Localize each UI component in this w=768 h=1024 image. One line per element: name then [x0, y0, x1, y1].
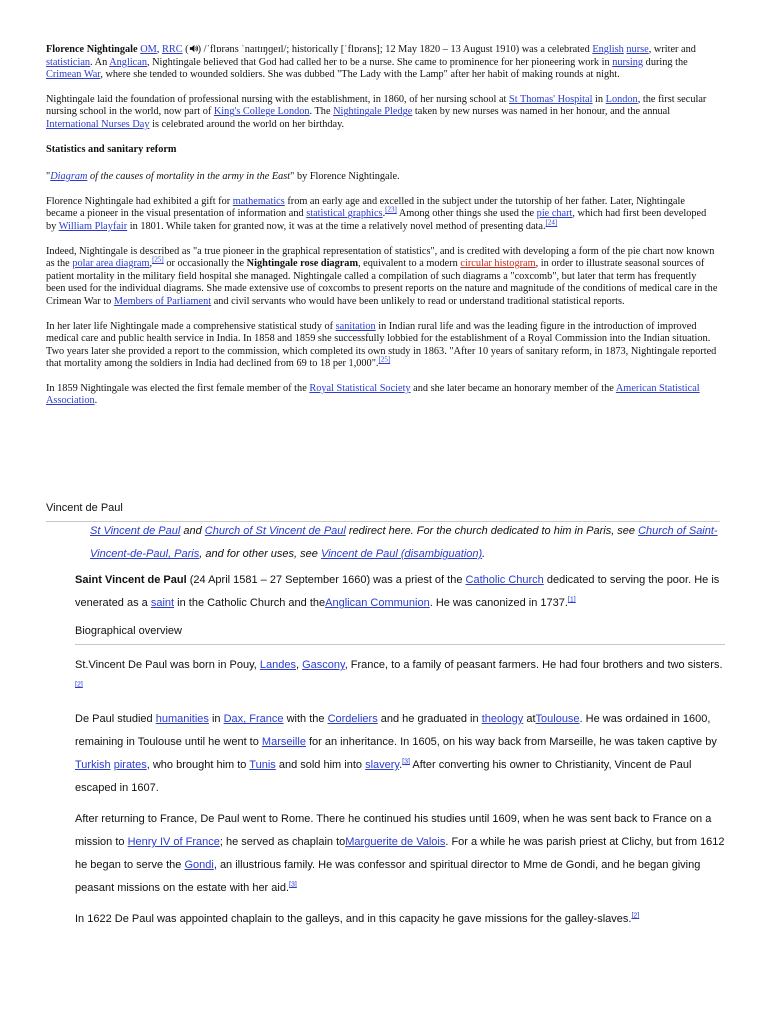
link-anglican[interactable]: Anglican	[109, 56, 147, 68]
section-heading-biographical-overview: Biographical overview	[75, 623, 725, 645]
link-cordeliers[interactable]: Cordeliers	[327, 713, 378, 725]
citation-ref[interactable]: [2]	[631, 912, 640, 920]
link-kings-college[interactable]: King's College London	[213, 106, 310, 118]
link-humanities[interactable]: humanities	[155, 713, 209, 725]
link-landes[interactable]: Landes	[259, 659, 296, 671]
section-heading-vincent-de-paul: Vincent de Paul	[46, 500, 720, 522]
link-church-paris[interactable]: Church of Saint-Vincent-de-Paul, Paris	[90, 525, 718, 560]
link-william-playfair[interactable]: William Playfair	[58, 220, 128, 232]
polar-diagram-paragraph: Indeed, Nightingale is described as "a true pioneer in the graphical representation of statistics", and is credited with developing a form of the pie chart now known as the polar area diagram,[25] or occasionally the Nightingale rose diagram, equivalent to a modern circular histogram, in order to illustrate seasonal sources of patient mortality in the military field hospital she managed. Nightingale called a compilation of such diagrams a "coxcomb", but later that term has frequently been used for the individual diagrams. She made extensive use of coxcombs to present reports on the nature and magnitude of the conditions of medical care in the Crimean War to Members of Parliament and civil servants who would have been unlikely to read or understand traditional statistical reports.	[46, 245, 718, 307]
link-turkish[interactable]: Turkish	[75, 759, 111, 771]
citation-ref[interactable]: [23]	[385, 205, 397, 214]
nightingale-intro-paragraph: Florence Nightingale OM, RRC ( ) /ˈflɒrəns ˈnaɪtɪŋɡeɪl/; historically [ˈflɒɾəns]; 12 May 1820 – 13 August 1910) was a celebrated English nurse, writer and statistician. An Anglican, Nightingale believed that God had called her to be a nurse. She came to prominence for her pioneering work in nursing during the Crimean War, where she tended to wounded soldiers. She was dubbed "The Lady with the Lamp" after her habit of making rounds at night.	[46, 44, 696, 81]
link-slavery[interactable]: slavery	[365, 759, 400, 771]
royal-society-paragraph: In 1859 Nightingale was elected the first female member of the Royal Statistical Society and she later became an honorary member of the American Statistical Association.	[46, 382, 700, 407]
subject-name: Florence Nightingale	[46, 44, 138, 55]
vincent-section	[75, 569, 725, 939]
link-catholic-church[interactable]: Catholic Church	[465, 574, 544, 586]
link-american-statistical-association[interactable]: American Statistical Association	[46, 382, 700, 407]
link-dax-france[interactable]: Dax, France	[223, 713, 284, 725]
link-sanitation[interactable]: sanitation	[335, 320, 376, 332]
citation-ref[interactable]: [2]	[75, 681, 83, 689]
link-statistician[interactable]: statistician	[46, 56, 91, 68]
link-members-of-parliament[interactable]: Members of Parliament	[113, 295, 212, 307]
link-nightingale-pledge[interactable]: Nightingale Pledge	[333, 106, 413, 118]
link-crimean-war[interactable]: Crimean War	[46, 69, 101, 81]
citation-ref[interactable]: [3]	[289, 881, 297, 889]
link-st-vincent-de-paul[interactable]: St Vincent de Paul	[90, 525, 181, 537]
mathematics-paragraph: Florence Nightingale had exhibited a gift for mathematics from an early age and excelled in the subject under the tutorship of her father. Later, Nightingale became a pioneer in the visual presentation of information and statistical graphics.[23] Among other things she used the pie chart, which had first been developed by William Playfair in 1801. While taken for granted now, it was at the time a relatively novel method of presenting data.[24]	[46, 195, 707, 232]
link-rrc[interactable]: RRC	[161, 44, 183, 55]
link-tunis[interactable]: Tunis	[249, 759, 276, 771]
rome-paragraph: After returning to France, De Paul went to Rome. There he continued his studies until 1609, when he was sent back to France on a mission to Henry IV of France; he served as chaplain toMarguerite de Valois. For a while he was parish priest at Clichy, but from 1612 he began to serve the Gondi, an illustrious family. He was confessor and spiritual director to Mme de Gondi, and he began giving peasant missions on the estate with her aid.[3]	[75, 813, 725, 894]
studies-paragraph: De Paul studied humanities in Dax, France with the Cordeliers and he graduated in theology atToulouse. He was ordained in 1600, remaining in Toulouse until he went to Marseille for an inheritance. In 1605, on his way back from Marseille, he was taken captive by Turkish pirates, who brought him to Tunis and sold him into slavery.[3] After converting his owner to Christianity, Vincent de Paul escaped in 1607.	[75, 713, 717, 794]
link-disambiguation[interactable]: Vincent de Paul (disambiguation)	[320, 548, 483, 560]
link-anglican-communion[interactable]: Anglican Communion	[325, 597, 430, 609]
link-circular-histogram[interactable]: circular histogram	[460, 258, 536, 270]
link-pirates[interactable]: pirates	[113, 759, 147, 771]
birth-paragraph: St.Vincent De Paul was born in Pouy, Landes, Gascony, France, to a family of peasant farmers. He had four brothers and two sisters.[2]	[75, 659, 723, 689]
citation-ref[interactable]: [1]	[567, 596, 576, 604]
link-toulouse[interactable]: Toulouse	[535, 713, 580, 725]
link-marguerite-de-valois[interactable]: Marguerite de Valois	[345, 836, 446, 848]
link-diagram[interactable]: Diagram	[50, 171, 88, 183]
link-saint[interactable]: saint	[150, 597, 175, 609]
link-gondi[interactable]: Gondi	[184, 859, 214, 871]
link-statistical-graphics[interactable]: statistical graphics	[306, 208, 383, 220]
link-nursing[interactable]: nursing	[612, 56, 644, 68]
citation-ref[interactable]: [25]	[152, 255, 164, 264]
nursing-school-paragraph: Nightingale laid the foundation of professional nursing with the establishment, in 1860, of her nursing school at St Thomas' Hospital in London, the first secular nursing school in the world, now part of King's College London. The Nightingale Pledge taken by new nurses was named in her honour, and the annual International Nurses Day is celebrated around the world on her birthday.	[46, 93, 707, 130]
link-marseille[interactable]: Marseille	[261, 736, 306, 748]
sanitation-paragraph: In her later life Nightingale made a comprehensive statistical study of sanitation in Indian rural life and was the leading figure in the introduction of improved medical care and public health service in India. In 1858 and 1859 she successfully lobbied for the establishment of a Royal Commission into the Indian situation. Two years later she provided a report to the commission, which completed its own study in 1863. "After 10 years of sanitary reform, in 1873, Nightingale reported that mortality among the soldiers in India had declined from 69 to 18 per 1,000".[25]	[46, 320, 717, 370]
link-st-thomas-hospital[interactable]: St Thomas' Hospital	[509, 93, 593, 105]
diagram-caption: "Diagram of the causes of mortality in the army in the East" by Florence Nightingale.	[46, 171, 400, 183]
link-english[interactable]: English	[592, 44, 624, 55]
link-om[interactable]: OM	[140, 44, 157, 55]
nightingale-section	[46, 44, 718, 420]
link-royal-statistical-society[interactable]: Royal Statistical Society	[309, 382, 411, 394]
link-polar-area-diagram[interactable]: polar area diagram	[72, 258, 150, 270]
link-mathematics[interactable]: mathematics	[232, 195, 285, 207]
link-gascony[interactable]: Gascony	[302, 659, 345, 671]
vincent-intro-paragraph: Saint Vincent de Paul (24 April 1581 – 27 September 1660) was a priest of the Catholic Church dedicated to serving the poor. He is venerated as a saint in the Catholic Church and theAnglican Communion. He was canonized in 1737.[1]	[75, 574, 720, 609]
link-nurses-day[interactable]: International Nurses Day	[46, 118, 150, 130]
subject-name: Saint Vincent de Paul	[75, 574, 187, 586]
link-london[interactable]: London	[605, 93, 638, 105]
galleys-paragraph: In 1622 De Paul was appointed chaplain to the galleys, and in this capacity he gave missions for the galley-slaves.[2]	[75, 912, 640, 925]
speaker-icon[interactable]	[189, 44, 198, 53]
link-theology[interactable]: theology	[481, 713, 524, 725]
citation-ref[interactable]: [24]	[545, 218, 558, 227]
hatnote: St Vincent de Paul and Church of St Vincent de Paul redirect here. For the church dedicated to him in Paris, see Church of Saint-Vincent-de-Paul, Paris, and for other uses, see Vincent de Paul (disambiguation).	[90, 525, 718, 560]
link-church-of-st-vincent[interactable]: Church of St Vincent de Paul	[204, 525, 346, 537]
rose-diagram-term: Nightingale rose diagram	[246, 258, 359, 270]
link-henry-iv[interactable]: Henry IV of France	[127, 836, 220, 848]
citation-ref[interactable]: [3]	[402, 758, 410, 766]
section-heading-statistics: Statistics and sanitary reform	[46, 143, 177, 155]
link-pie-chart[interactable]: pie chart	[536, 208, 573, 220]
citation-ref[interactable]: [25]	[378, 355, 391, 364]
link-nurse[interactable]: nurse	[626, 44, 649, 55]
